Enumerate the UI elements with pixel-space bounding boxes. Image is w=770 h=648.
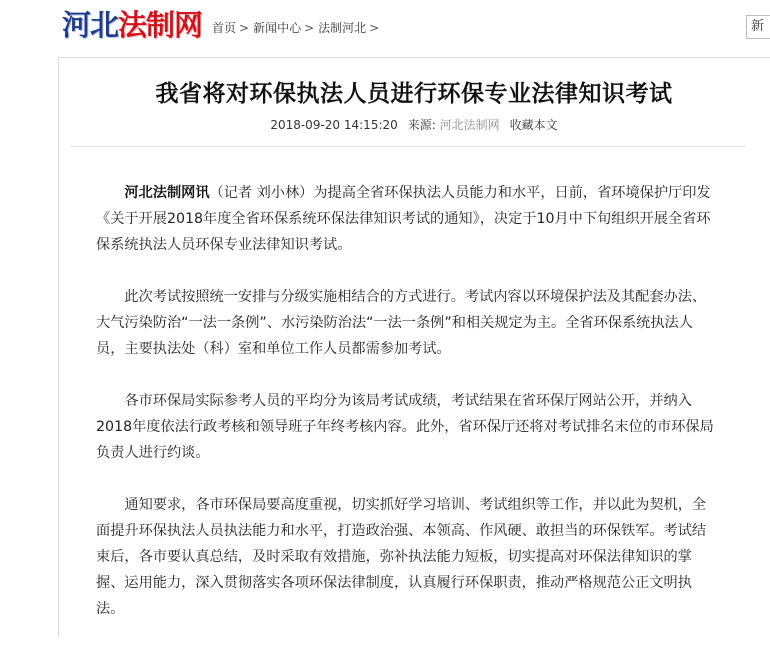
- site-header: [0, 0, 770, 52]
- breadcrumb-news-center-link[interactable]: 新闻中心: [253, 21, 302, 35]
- article-paragraph: [96, 180, 720, 258]
- paragraph-lead: 河北法制网讯: [124, 185, 210, 201]
- article-paragraph: [96, 492, 720, 622]
- breadcrumb-legal-hebei-link[interactable]: 法制河北: [318, 21, 367, 35]
- paragraph-text: 各市环保局实际参考人员的平均分为该局考试成绩，考试结果在省环保厅网站公开，并纳入2018年度依法行政考核和领导班子年终考核内容。此外，省环保厅还将对考试排名末位的市环保局负责人进行约谈。: [96, 393, 714, 461]
- source-label: 来源:: [407, 118, 436, 132]
- paragraph-text: 通知要求，各市环保局要高度重视，切实抓好学习培训、考试组织等工作，并以此为契机，全面提升环保执法人员执法能力和水平，打造政治强、本领高、作风硬、敢担当的环保铁军。考试结束后，各市要认真总结，及时采取有效措施，弥补执法能力短板，切实提高对环保法律知识的掌握、运用能力，深入贯彻落实各项环保法律制度，认真履行环保职责，推动严格规范公正文明执法。: [96, 497, 707, 617]
- search-input[interactable]: 新: [746, 15, 770, 39]
- title-divider: [70, 146, 746, 147]
- breadcrumb-separator: >: [304, 21, 315, 35]
- breadcrumb: [212, 20, 383, 36]
- article-meta: [58, 117, 770, 133]
- article-body: [96, 180, 720, 648]
- favorite-article-link[interactable]: 收藏本文: [509, 118, 558, 132]
- logo-text-red: 法制网: [118, 8, 203, 42]
- breadcrumb-separator: >: [239, 21, 250, 35]
- site-logo[interactable]: [62, 6, 202, 44]
- paragraph-text: （记者 刘小林）为提高全省环保执法人员能力和水平，日前，省环境保护厅印发《关于开展2018年度全省环保系统环保法律知识考试的通知》，决定于10月中下旬组织开展全省环保系统执法人员环保专业法律知识考试。: [96, 185, 711, 253]
- article-paragraph: [96, 284, 720, 362]
- publish-datetime: 2018-09-20 14:15:20: [270, 118, 398, 132]
- article-paragraph: [96, 388, 720, 466]
- article-title: 我省将对环保执法人员进行环保专业法律知识考试: [155, 81, 673, 107]
- source-link[interactable]: 河北法制网: [439, 118, 500, 132]
- breadcrumb-separator: >: [369, 21, 380, 35]
- paragraph-text: 此次考试按照统一安排与分级实施相结合的方式进行。考试内容以环境保护法及其配套办法、大气污染防治“一法一条例”、水污染防治法“一法一条例”和相关规定为主。全省环保系统执法人员，主要执法处（科）室和单位工作人员都需参加考试。: [96, 289, 707, 357]
- logo-text-blue: 河北: [62, 8, 119, 42]
- breadcrumb-home-link[interactable]: 首页: [212, 21, 237, 35]
